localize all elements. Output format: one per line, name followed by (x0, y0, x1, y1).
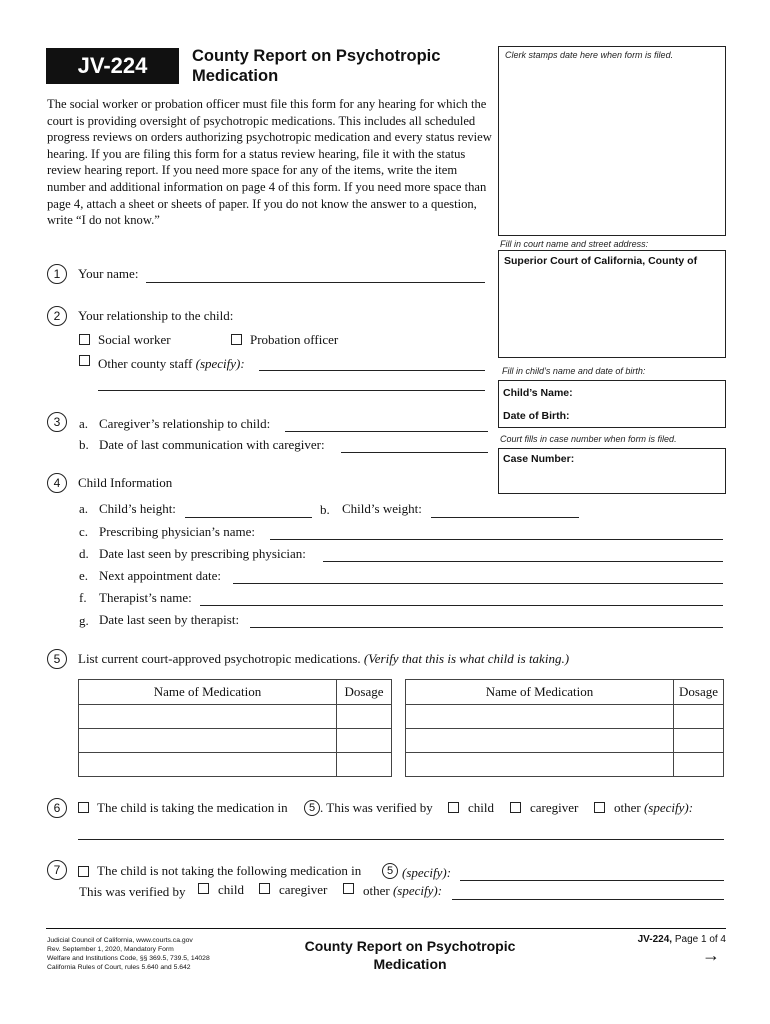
item-4g-label: Date last seen by therapist: (99, 612, 240, 627)
clerk-note: Clerk stamps date here when form is filed. (505, 50, 674, 60)
item-4d-letter: d. (79, 546, 89, 561)
item-4-number: 4 (47, 473, 67, 493)
item-7-ref-5: 5 (382, 863, 398, 879)
table-row (406, 753, 724, 777)
item-3a-letter: a. (79, 416, 89, 431)
table-header-row (79, 680, 392, 705)
not-taking-medication-checkbox[interactable] (78, 866, 89, 877)
item-4c-letter: c. (79, 524, 89, 539)
dosage-cell[interactable] (337, 753, 392, 777)
item-7-other-checkbox[interactable] (343, 883, 354, 894)
therapist-last-seen-field[interactable] (250, 627, 723, 628)
item-6-other-specify: (specify): (643, 800, 694, 815)
item-3b-letter: b. (79, 437, 89, 452)
item-5-verify-note: (Verify that this is what child is taking.) (363, 651, 570, 666)
item-4e-letter: e. (79, 568, 89, 583)
dosage-cell[interactable] (674, 705, 724, 729)
other-staff-label (98, 356, 245, 372)
item-6-other-checkbox[interactable] (594, 802, 605, 813)
item-6-caregiver-label: caregiver (530, 800, 579, 815)
item-6-other-label (614, 800, 693, 816)
item-3b-label: Date of last communication with caregiver: (99, 437, 325, 452)
taking-medication-checkbox[interactable] (78, 802, 89, 813)
item-4e-label: Next appointment date: (99, 568, 222, 583)
item-7-child-label: child (218, 882, 244, 897)
probation-officer-checkbox[interactable] (231, 334, 242, 345)
item-7-child-checkbox[interactable] (198, 883, 209, 894)
item-7-other-specify: (specify): (392, 883, 443, 898)
child-height-field[interactable] (185, 517, 312, 518)
table-header-row (406, 680, 724, 705)
prescribing-physician-field[interactable] (270, 539, 723, 540)
child-info-box (498, 380, 726, 428)
social-worker-checkbox[interactable] (79, 334, 90, 345)
next-page-arrow-icon[interactable]: → (702, 945, 720, 965)
item-5-text: List current court-approved psychotropic medications. (78, 651, 361, 666)
footer-line1: Judicial Council of California, www.courts.ca.gov (47, 937, 193, 944)
next-appointment-field[interactable] (233, 583, 723, 584)
item-4f-label: Therapist’s name: (99, 590, 192, 605)
intro-text: The social worker or probation officer must file this form for any hearing for which the court is providing oversight of psychotropic medications. This includes all scheduled progress reviews on orders authorizing psychotropic medication and every status review hearing. If you are filing this form for a status review hearing, file it with the status review hearing report. If you need more space for any of the items, write the item number and additional information on page 4 of this form. If you need more space than page 4, attach a sheet or sheets of paper. If you do not know the answer to a question, write “I do not know.” (47, 97, 492, 228)
item-4f-letter: f. (79, 590, 87, 605)
table-row (79, 753, 392, 777)
item-4b-letter: b. (320, 502, 330, 517)
item-7-number: 7 (47, 860, 67, 880)
other-staff-checkbox[interactable] (79, 355, 90, 366)
your-name-field[interactable] (146, 282, 485, 283)
item-3a-label: Caregiver’s relationship to child: (99, 416, 271, 431)
other-staff-field[interactable] (259, 370, 485, 371)
col-dosage-header: Dosage (674, 680, 724, 705)
child-name-label[interactable]: Child’s Name: (503, 387, 573, 399)
caregiver-relationship-field[interactable] (285, 431, 488, 432)
item-4a-label: Child’s height: (99, 501, 176, 516)
item-3-number: 3 (47, 412, 67, 432)
table-row (406, 705, 724, 729)
item-7-other-label (363, 883, 442, 899)
dosage-cell[interactable] (337, 729, 392, 753)
footer-divider (46, 928, 726, 929)
item-7-other-text: other (363, 883, 390, 898)
medication-name-cell[interactable] (79, 729, 337, 753)
form-title-line1: County Report on Psychotropic (192, 47, 441, 65)
col-name-header: Name of Medication (79, 680, 337, 705)
dob-label[interactable]: Date of Birth: (503, 410, 570, 422)
case-hint: Court fills in case number when form is filed. (500, 434, 677, 444)
case-number-label: Case Number: (503, 453, 575, 465)
item-2-label: Your relationship to the child: (78, 308, 234, 323)
item-7-caregiver-label: caregiver (279, 882, 328, 897)
footer-line4: California Rules of Court, rules 5.640 and 5.642 (47, 964, 191, 971)
item-4d-label: Date last seen by prescribing physician: (99, 546, 306, 561)
court-hint: Fill in court name and street address: (500, 239, 649, 249)
item-6-other-text: other (614, 800, 641, 815)
col-name-header: Name of Medication (406, 680, 674, 705)
page-form-id: JV-224, (637, 934, 673, 945)
item-7-caregiver-checkbox[interactable] (259, 883, 270, 894)
probation-officer-label: Probation officer (250, 332, 339, 347)
medication-table-left (78, 679, 392, 777)
form-id-badge: JV-224 (46, 48, 179, 84)
item-6-child-checkbox[interactable] (448, 802, 459, 813)
item-1-number: 1 (47, 264, 67, 284)
medication-name-cell[interactable] (406, 729, 674, 753)
footer-line2: Rev. September 1, 2020, Mandatory Form (47, 946, 174, 953)
table-row (79, 729, 392, 753)
item-6-verified-text: . This was verified by (320, 800, 433, 815)
child-weight-field[interactable] (431, 517, 579, 518)
court-label: Superior Court of California, County of (504, 255, 698, 267)
last-communication-field[interactable] (341, 452, 488, 453)
item-6-child-label: child (468, 800, 494, 815)
medication-name-cell[interactable] (79, 753, 337, 777)
item-7-specify-field[interactable] (452, 899, 724, 900)
medication-table-right (405, 679, 724, 777)
form-title (192, 46, 492, 86)
item-4g-letter: g. (79, 613, 89, 628)
footer-title (290, 937, 530, 973)
item-5-number: 5 (47, 649, 67, 669)
dosage-cell[interactable] (674, 753, 724, 777)
dosage-cell[interactable] (337, 705, 392, 729)
table-row (406, 729, 724, 753)
item-6-specify-field[interactable] (78, 839, 724, 840)
therapist-name-field[interactable] (200, 605, 723, 606)
clerk-stamp-box[interactable] (498, 46, 726, 236)
item-6-number: 6 (47, 798, 67, 818)
other-staff-specify: (specify): (195, 356, 245, 371)
footer-line3: Welfare and Institutions Code, §§ 369.5, 739.5, 14028 (47, 955, 210, 962)
footer-title-line1: County Report on Psychotropic (304, 938, 516, 954)
item-6-text: The child is taking the medication in (97, 800, 288, 815)
col-dosage-header: Dosage (337, 680, 392, 705)
item-6-caregiver-checkbox[interactable] (510, 802, 521, 813)
item-7-specify: (specify): (402, 865, 452, 880)
medication-name-cell[interactable] (79, 705, 337, 729)
other-staff-text: Other county staff (98, 356, 193, 371)
item-7-verified-text: This was verified by (79, 884, 186, 899)
item-7-medication-field[interactable] (460, 880, 724, 881)
item-4c-label: Prescribing physician’s name: (99, 524, 255, 539)
case-number-box[interactable] (498, 448, 726, 494)
other-staff-field-2[interactable] (98, 390, 485, 391)
footer-legal (47, 936, 277, 972)
medication-name-cell[interactable] (406, 753, 674, 777)
item-4b-label: Child’s weight: (342, 501, 422, 516)
item-4a-letter: a. (79, 501, 89, 516)
physician-last-seen-field[interactable] (323, 561, 723, 562)
item-4-label: Child Information (78, 475, 173, 490)
table-row (79, 705, 392, 729)
court-box[interactable] (498, 250, 726, 358)
social-worker-label: Social worker (98, 332, 171, 347)
item-7-text: The child is not taking the following medication in (97, 863, 362, 878)
medication-name-cell[interactable] (406, 705, 674, 729)
dosage-cell[interactable] (674, 729, 724, 753)
item-5-label (78, 651, 569, 667)
item-2-number: 2 (47, 306, 67, 326)
child-hint: Fill in child’s name and date of birth: (502, 366, 646, 376)
page-number (600, 934, 726, 945)
footer-title-line2: Medication (373, 956, 447, 972)
form-title-line2: Medication (192, 67, 279, 85)
item-6-ref-5: 5 (304, 800, 320, 816)
page-count: Page 1 of 4 (674, 934, 726, 945)
item-1-label: Your name: (78, 266, 139, 281)
